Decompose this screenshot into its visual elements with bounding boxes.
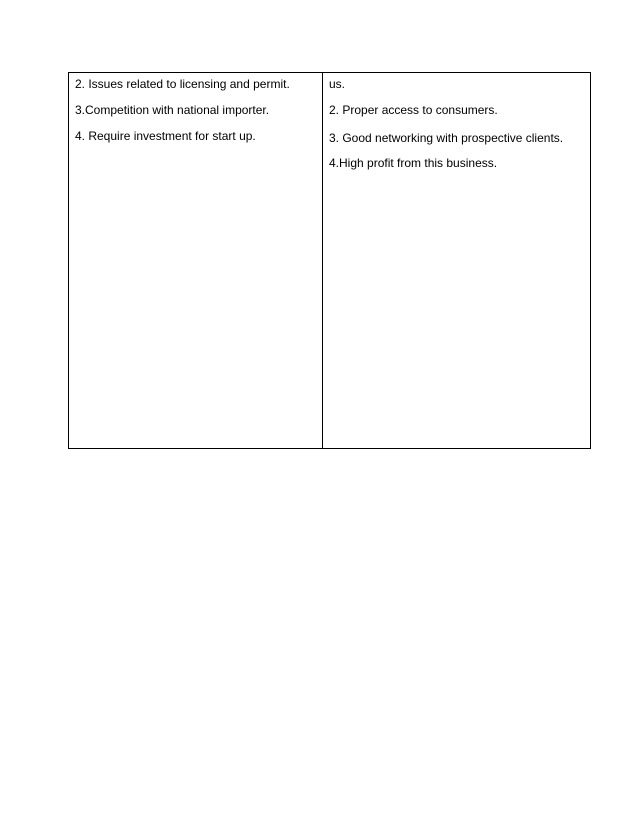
list-item: us. xyxy=(329,77,346,91)
list-item: 2. Proper access to consumers. xyxy=(329,103,498,117)
list-item: 4.High profit from this business. xyxy=(329,156,498,170)
list-item: 3.Competition with national importer. xyxy=(75,103,270,117)
list-item: 4. Require investment for start up. xyxy=(75,129,256,143)
content-table xyxy=(68,72,591,449)
table-row xyxy=(69,73,591,449)
list-item: 2. Issues related to licensing and permit. xyxy=(75,77,290,91)
list-item: 3. Good networking with prospective clients. xyxy=(329,131,564,145)
left-cell xyxy=(69,73,323,449)
right-cell-content xyxy=(323,73,590,170)
left-cell-content xyxy=(69,73,322,143)
right-cell xyxy=(323,73,591,449)
